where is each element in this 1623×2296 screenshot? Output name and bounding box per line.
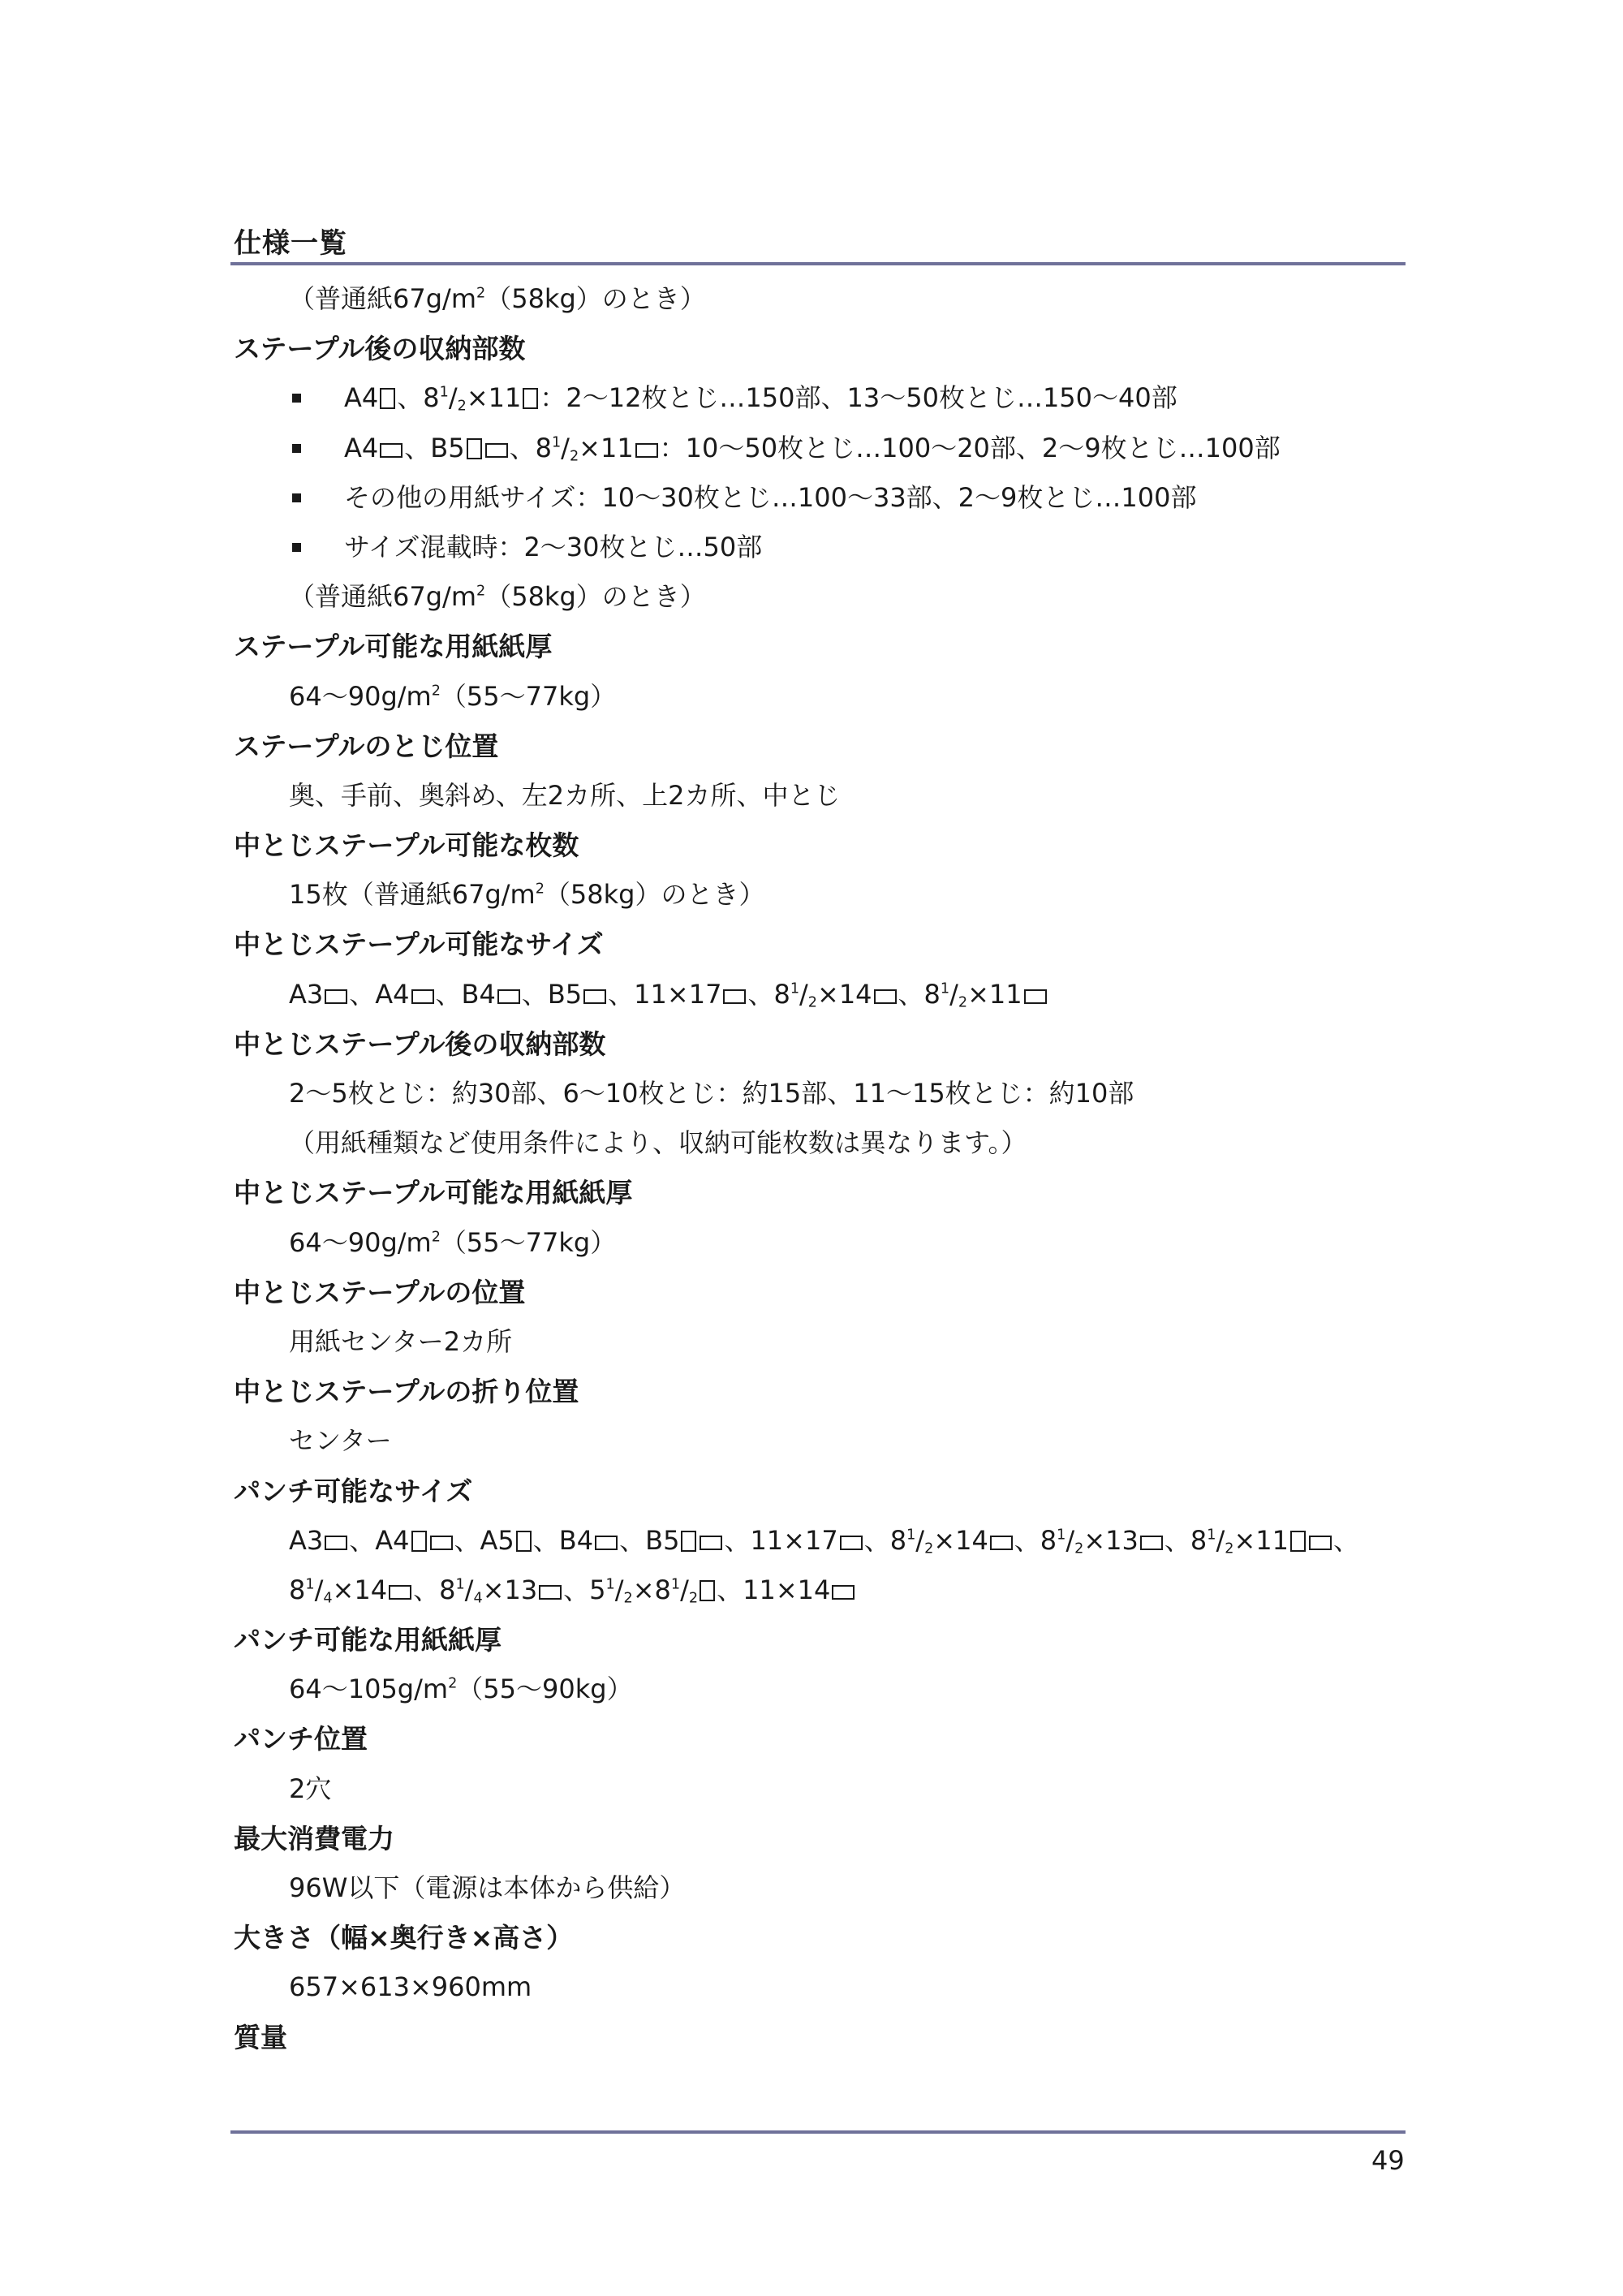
superscript: 2 <box>448 1675 458 1692</box>
text-run: 、8 <box>1014 1524 1057 1556</box>
paper-landscape-icon <box>1140 1536 1163 1550</box>
paper-landscape-icon <box>380 443 403 458</box>
subscript: 2 <box>623 1590 633 1607</box>
text-run: ：2〜12枚とじ…150部、13〜50枚とじ…150〜40部 <box>540 382 1177 414</box>
paper-portrait-icon <box>467 438 482 459</box>
text-run: 、 <box>1332 1524 1359 1556</box>
text-run: / <box>464 1574 474 1605</box>
page-header-title: 仕様一覧 <box>234 227 347 260</box>
spec-heading <box>234 722 1402 771</box>
text-run: 、5 <box>563 1574 606 1605</box>
text-run: 96W以下（電源は本体から供給） <box>289 1872 686 1903</box>
text-run: 中とじステープル可能な枚数 <box>234 829 579 862</box>
spec-heading <box>234 1714 1402 1764</box>
bullet-marker <box>292 543 301 552</box>
text-run: （58kg）のとき） <box>544 879 765 911</box>
text-run: / <box>915 1524 925 1556</box>
spec-value <box>234 1118 1402 1168</box>
spec-heading <box>234 821 1402 870</box>
text-run: 、8 <box>413 1574 456 1605</box>
paper-landscape-icon <box>389 1585 411 1600</box>
text-run: ステープルのとじ位置 <box>234 730 499 762</box>
text-run: 中とじステープルの折り位置 <box>234 1376 579 1408</box>
text-run: 用紙センター2カ所 <box>289 1325 513 1357</box>
spec-heading <box>234 1367 1402 1416</box>
superscript: 2 <box>476 285 486 302</box>
subscript: 2 <box>958 994 968 1011</box>
spec-value <box>234 1416 1402 1466</box>
text-run: センター <box>289 1425 392 1457</box>
subscript: 2 <box>924 1540 934 1557</box>
text-run: 、A4 <box>349 978 410 1010</box>
text-run: （普通紙67g/m <box>289 283 476 314</box>
text-run: 、11×17 <box>724 1524 838 1556</box>
paper-landscape-icon <box>1024 989 1047 1004</box>
text-run: 、8 <box>1164 1524 1208 1556</box>
bullet-marker <box>292 493 301 502</box>
subscript: 4 <box>473 1590 483 1607</box>
spec-heading <box>234 1913 1402 1962</box>
text-run: ×14 <box>817 978 872 1010</box>
text-run: 、B4 <box>435 978 496 1010</box>
text-run: 64〜105g/m <box>289 1674 449 1705</box>
text-run: ×11 <box>579 432 634 463</box>
superscript: 1 <box>1057 1527 1066 1544</box>
text-run: 、8 <box>397 382 440 414</box>
text-run: 2穴 <box>289 1773 332 1804</box>
paper-landscape-icon <box>874 989 897 1004</box>
text-run: ×11 <box>967 978 1022 1010</box>
paper-landscape-icon <box>635 443 658 458</box>
text-run: 大きさ（幅×奥行き×高さ） <box>234 1922 574 1954</box>
text-run: ×11 <box>466 382 522 414</box>
paper-landscape-icon <box>497 989 520 1004</box>
paper-landscape-icon <box>539 1585 562 1600</box>
text-run: ×13 <box>1083 1524 1139 1556</box>
paper-portrait-icon <box>523 388 538 409</box>
spec-bullet-item <box>234 523 1402 572</box>
paper-landscape-icon <box>990 1536 1013 1550</box>
paper-portrait-icon <box>1290 1531 1306 1552</box>
spec-heading <box>234 1615 1402 1665</box>
text-run: サイズ混載時：2〜30枚とじ…50部 <box>344 531 763 562</box>
text-run: ステープル後の収納部数 <box>234 333 526 365</box>
spec-value <box>234 870 1402 920</box>
spec-bullet-item <box>234 424 1402 473</box>
text-run: 、B4 <box>532 1524 594 1556</box>
superscript: 1 <box>906 1527 916 1544</box>
text-run: ×11 <box>1233 1524 1289 1556</box>
spec-heading <box>234 622 1402 671</box>
paper-portrait-icon <box>516 1531 532 1552</box>
text-run: / <box>680 1574 689 1605</box>
paper-landscape-icon <box>583 989 606 1004</box>
text-run: / <box>1065 1524 1075 1556</box>
text-run: 中とじステープル可能なサイズ <box>234 928 604 961</box>
subscript: 2 <box>807 994 817 1011</box>
text-run: （58kg）のとき） <box>485 581 706 613</box>
spec-value <box>234 771 1402 821</box>
subscript: 2 <box>457 398 467 415</box>
paper-landscape-icon <box>840 1536 863 1550</box>
superscript: 1 <box>940 980 950 997</box>
text-run: 、B5 <box>404 432 465 463</box>
text-run: 、A4 <box>349 1524 410 1556</box>
text-run: 、B5 <box>521 978 583 1010</box>
text-run: 、A5 <box>454 1524 514 1556</box>
text-run: ×8 <box>632 1574 671 1605</box>
spec-heading <box>234 1467 1402 1516</box>
text-run: / <box>949 978 958 1010</box>
text-run: / <box>561 432 570 463</box>
paper-landscape-icon <box>325 1536 347 1550</box>
text-run: （55〜90kg） <box>457 1674 633 1705</box>
paper-landscape-icon <box>723 989 746 1004</box>
text-run: 中とじステープル可能な用紙紙厚 <box>234 1177 633 1209</box>
spec-value <box>234 1665 1402 1714</box>
text-run: 質量 <box>234 2021 287 2053</box>
spec-value <box>234 1069 1402 1118</box>
header-divider <box>230 262 1406 265</box>
text-run: 64〜90g/m <box>289 1226 432 1258</box>
text-run: A3 <box>289 1524 324 1556</box>
paper-portrait-icon <box>681 1531 696 1552</box>
spec-value <box>234 970 1402 1019</box>
text-run: ステープル可能な用紙紙厚 <box>234 631 553 663</box>
superscript: 1 <box>551 434 562 451</box>
subscript: 2 <box>569 447 579 464</box>
spec-heading <box>234 920 1402 969</box>
text-run: / <box>448 382 458 414</box>
superscript: 2 <box>535 881 545 898</box>
spec-heading <box>234 1019 1402 1069</box>
paper-portrait-icon <box>700 1580 715 1601</box>
superscript: 2 <box>431 1229 441 1246</box>
paper-landscape-icon <box>1309 1536 1332 1550</box>
spec-value <box>234 1863 1402 1913</box>
paper-portrait-icon <box>380 388 395 409</box>
superscript: 1 <box>670 1576 681 1593</box>
spec-list <box>234 274 1402 2062</box>
superscript: 2 <box>476 583 486 600</box>
spec-bullet-item <box>234 473 1402 523</box>
bullet-marker <box>292 394 301 403</box>
text-run: 2〜5枚とじ：約30部、6〜10枚とじ：約15部、11〜15枚とじ：約10部 <box>289 1078 1134 1109</box>
spec-heading <box>234 324 1402 373</box>
text-run: パンチ可能な用紙紙厚 <box>234 1624 502 1656</box>
paper-landscape-icon <box>832 1585 855 1600</box>
spec-bullet-item <box>234 373 1402 423</box>
text-run: （55〜77kg） <box>440 680 617 712</box>
superscript: 2 <box>431 683 441 700</box>
spec-value <box>234 672 1402 722</box>
superscript: 1 <box>605 1576 615 1593</box>
text-run: 657×613×960mm <box>289 1971 532 2003</box>
text-run: その他の用紙サイズ：10〜30枚とじ…100〜33部、2〜9枚とじ…100部 <box>344 481 1197 513</box>
text-run: 、8 <box>509 432 552 463</box>
superscript: 1 <box>1207 1527 1216 1544</box>
text-run: / <box>614 1574 624 1605</box>
text-run: パンチ可能なサイズ <box>234 1475 473 1507</box>
text-run: 、11×14 <box>717 1574 831 1605</box>
text-run: 、8 <box>898 978 941 1010</box>
text-run: / <box>799 978 808 1010</box>
superscript: 1 <box>439 385 449 402</box>
paper-landscape-icon <box>325 989 347 1004</box>
text-run: 、B5 <box>619 1524 680 1556</box>
paper-landscape-icon <box>411 989 434 1004</box>
text-run: / <box>1216 1524 1225 1556</box>
superscript: 1 <box>790 980 800 997</box>
text-run: 64〜90g/m <box>289 680 432 712</box>
superscript: 1 <box>305 1576 315 1593</box>
text-run: 中とじステープル後の収納部数 <box>234 1027 606 1060</box>
text-run: 最大消費電力 <box>234 1822 394 1854</box>
spec-value <box>234 1218 1402 1268</box>
spec-value <box>234 1317 1402 1367</box>
spec-value <box>234 1962 1402 2012</box>
text-run: A4 <box>344 432 379 463</box>
bullet-marker <box>292 444 301 453</box>
subscript: 2 <box>1074 1540 1084 1557</box>
spec-value <box>234 1516 1402 1566</box>
text-run: ×13 <box>482 1574 538 1605</box>
text-run: パンチ位置 <box>234 1723 368 1755</box>
paper-portrait-icon <box>411 1531 427 1552</box>
subscript: 2 <box>688 1590 699 1607</box>
text-run: （55〜77kg） <box>440 1226 617 1258</box>
spec-value <box>234 572 1402 622</box>
paper-landscape-icon <box>430 1536 453 1550</box>
text-run: A4 <box>344 382 379 414</box>
text-run: 中とじステープルの位置 <box>234 1276 526 1308</box>
text-run: ×14 <box>933 1524 988 1556</box>
page-number: 49 <box>1371 2145 1405 2176</box>
spec-value <box>234 1764 1402 1814</box>
text-run: ×14 <box>332 1574 388 1605</box>
subscript: 2 <box>1225 1540 1234 1557</box>
text-run: / <box>314 1574 324 1605</box>
spec-heading <box>234 1268 1402 1317</box>
text-run: 15枚（普通紙67g/m <box>289 879 536 911</box>
spec-value <box>234 1566 1402 1615</box>
text-run: A3 <box>289 978 324 1010</box>
spec-heading <box>234 1814 1402 1863</box>
subscript: 4 <box>323 1590 333 1607</box>
paper-landscape-icon <box>485 443 508 458</box>
text-run: ：10〜50枚とじ…100〜20部、2〜9枚とじ…100部 <box>659 432 1281 463</box>
text-run: （普通紙67g/m <box>289 581 476 613</box>
paper-landscape-icon <box>595 1536 618 1550</box>
superscript: 1 <box>455 1576 465 1593</box>
text-run: 8 <box>289 1574 306 1605</box>
paper-landscape-icon <box>700 1536 722 1550</box>
text-run: （58kg）のとき） <box>485 283 706 314</box>
spec-heading <box>234 2013 1402 2062</box>
spec-value <box>234 274 1402 324</box>
spec-heading <box>234 1168 1402 1217</box>
text-run: 、11×17 <box>608 978 722 1010</box>
footer-divider <box>230 2130 1406 2134</box>
text-run: 奥、手前、奥斜め、左2カ所、上2カ所、中とじ <box>289 779 841 811</box>
text-run: 、8 <box>747 978 790 1010</box>
text-run: （用紙種類など使用条件により、収納可能枚数は異なります。） <box>289 1127 1027 1159</box>
text-run: 、8 <box>863 1524 907 1556</box>
